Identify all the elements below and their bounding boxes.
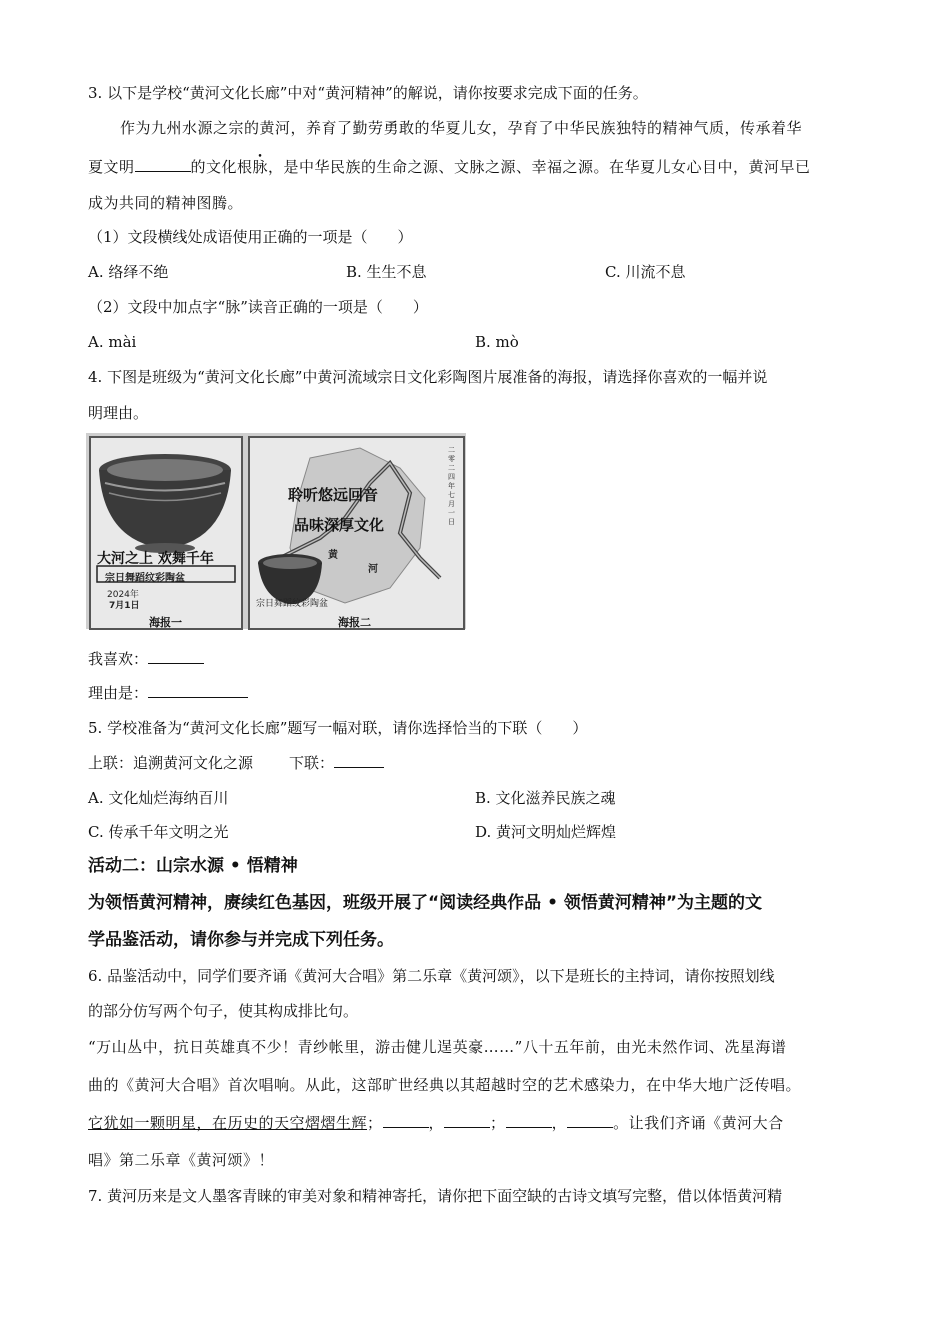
q6-stem-line2: 的部分仿写两个句子，使其构成排比句。	[88, 1002, 359, 1020]
q5-stem: 5. 学校准备为“黄河文化长廊”题写一幅对联，请你选择恰当的下联（ ）	[88, 719, 588, 737]
q6-blank-1[interactable]	[383, 1113, 429, 1128]
q4-stem-line2: 明理由。	[88, 404, 149, 422]
poster2-side-date: 二零二四年七月一日	[448, 446, 455, 526]
q3-sub1-stem: （1）文段横线处成语使用正确的一项是（ ）	[88, 228, 413, 246]
q6-stem-line1: 6. 品鉴活动中，同学们要齐诵《黄河大合唱》第二乐章《黄河颂》，以下是班长的主持词，请你按照划线	[88, 967, 775, 985]
q6-text-line2: 曲的《黄河大合唱》首次唱响。从此，这部旷世经典以其超越时空的艺术感染力，在中华大地广泛传唱。	[88, 1076, 802, 1094]
poster2-river-char1: 黄	[328, 550, 338, 561]
q3-blank[interactable]	[135, 157, 191, 172]
q3-paragraph-line1: 作为九州水源之宗的黄河，养育了勤劳勇敢的华夏儿女，孕育了中华民族独特的精神气质，传承着华	[120, 119, 803, 137]
poster2-title-line2: 品味深厚文化	[294, 516, 385, 534]
poster2-title-line1: 聆听悠远回音	[288, 486, 379, 504]
poster1-date-day: 7月1日	[109, 601, 140, 611]
q3-para2-pre: 夏文明	[88, 158, 135, 176]
q3-sub2-option-a[interactable]: A. mài	[88, 333, 137, 351]
q6-text-line4: 唱》第二乐章《黄河颂》！	[88, 1151, 275, 1169]
q4-like-line	[88, 649, 204, 669]
q6-blank-3[interactable]	[506, 1113, 552, 1128]
q5-couplet-line	[88, 753, 384, 773]
q3-sub1-option-b[interactable]: B. 生生不息	[346, 263, 427, 281]
poster2-river-char2: 河	[368, 564, 378, 575]
q5-option-b[interactable]: B. 文化滋养民族之魂	[475, 789, 616, 807]
q3-paragraph-line2	[88, 157, 811, 177]
poster2-caption: 宗日舞蹈纹彩陶盆	[256, 599, 329, 609]
q5-lower-label: 下联：	[289, 754, 335, 772]
poster-two	[248, 436, 465, 630]
q6-text-line3: 它犹如一颗明星，在历史的天空熠熠生辉； ， ； ， 。让我们齐诵《黄河大合	[88, 1114, 784, 1132]
poster1-title: 大河之上 欢舞千年	[97, 551, 214, 567]
q5-lower-blank[interactable]	[334, 753, 384, 768]
poster2-label: 海报二	[338, 616, 371, 629]
q4-reason-blank[interactable]	[148, 683, 248, 698]
poster1-date-year: 2024年	[107, 590, 139, 600]
q4-stem-line1: 4. 下图是班级为“黄河文化长廊”中黄河流域宗日文化彩陶图片展准备的海报，请选择你喜欢的一幅并说	[88, 368, 768, 386]
q7-stem-line1: 7. 黄河历来是文人墨客青睐的审美对象和精神寄托，请你把下面空缺的古诗文填写完整，借以体悟黄河精	[88, 1187, 783, 1205]
q5-option-d[interactable]: D. 黄河文明灿烂辉煌	[475, 823, 617, 841]
q6-text-line3-tail: 。让我们齐诵《黄河大合	[613, 1114, 784, 1132]
q3-stem: 3. 以下是学校“黄河文化长廊”中对“黄河精神”的解说，请你按要求完成下面的任务。	[88, 84, 648, 102]
activity2-title: 活动二：山宗水源 • 悟精神	[88, 856, 298, 876]
q4-reason-label: 理由是：	[88, 684, 149, 702]
poster1-label: 海报一	[149, 616, 182, 629]
q5-option-a[interactable]: A. 文化灿烂海纳百川	[88, 789, 229, 807]
q5-upper-couplet: 上联：追溯黄河文化之源	[88, 754, 254, 772]
q6-blank-4[interactable]	[567, 1113, 613, 1128]
activity2-intro-line2: 学品鉴活动，请你参与并完成下列任务。	[88, 930, 394, 950]
q3-dotted-char: 脉	[252, 158, 269, 176]
activity2-intro-line1: 为领悟黄河精神，赓续红色基因，班级开展了“阅读经典作品 • 领悟黄河精神”为主题的文	[88, 893, 763, 913]
q4-like-blank[interactable]	[148, 649, 204, 664]
q6-underlined-sentence: 它犹如一颗明星，在历史的天空熠熠生辉	[88, 1114, 368, 1132]
q3-sub2-stem: （2）文段中加点字“脉”读音正确的一项是（ ）	[88, 298, 428, 316]
q3-para2-post: ，是中华民族的生命之源、文脉之源、幸福之源。在华夏儿女心目中，黄河早已	[268, 158, 811, 176]
poster-image-strip	[86, 433, 466, 629]
q3-para2-mid: 的文化根	[190, 158, 253, 176]
q6-text-line1: “万山丛中，抗日英雄真不少！青纱帐里，游击健儿逞英豪……”八十五年前，由光未然作词、冼星海谱	[88, 1038, 787, 1056]
q3-paragraph-line3: 成为共同的精神图腾。	[88, 194, 244, 212]
q4-like-label: 我喜欢：	[88, 650, 149, 668]
q6-blank-2[interactable]	[444, 1113, 490, 1128]
q3-sub1-option-c[interactable]: C. 川流不息	[605, 263, 686, 281]
q5-option-c[interactable]: C. 传承千年文明之光	[88, 823, 229, 841]
q3-sub1-option-a[interactable]: A. 络绎不绝	[88, 263, 169, 281]
q3-sub2-option-b[interactable]: B. mò	[475, 333, 519, 351]
poster1-subtitle: 宗日舞蹈纹彩陶盆	[105, 573, 185, 584]
poster-one	[89, 436, 243, 630]
q4-reason-line	[88, 683, 248, 703]
